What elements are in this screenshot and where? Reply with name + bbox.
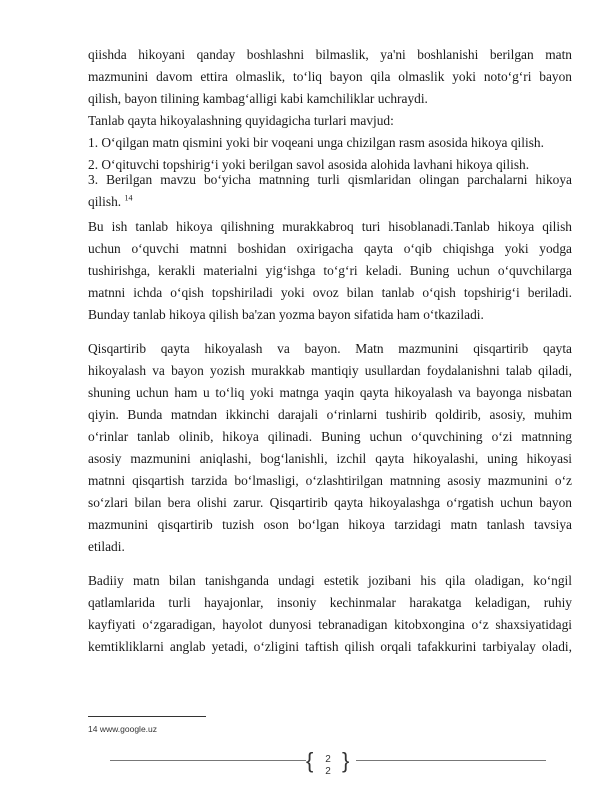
footnote [88, 724, 157, 734]
body-line: mazmunini davom ettira olmaslik, to‘liq bayon qila olmaslik yoki noto‘g‘ri bayon [88, 69, 572, 84]
right-brace-icon: } [342, 748, 350, 773]
body-line-text: qilish. [88, 194, 122, 209]
body-line: asosiy mazmunini aniqlashi, bog‘lanishli, izchil qayta hikoyalashi, uning hikoyasi [88, 451, 572, 466]
body-line: tushirishga, kerakli materialni yig‘ishga to‘g‘ri keladi. Buning uchun o‘quvchilarga [88, 263, 572, 278]
body-line: etiladi. [88, 539, 125, 554]
page-number-top: 2 [325, 754, 331, 765]
body-line: Qisqartirib qayta hikoyalash va bayon. Matn mazmunini qisqartirib qayta [88, 341, 572, 356]
body-line: matnni ichda o‘qish topshiriladi yoki ovoz bilan tanlab o‘qish topshirig‘i beriladi. [88, 285, 572, 300]
footnote-number: 14 [88, 724, 98, 734]
footnote-reference: 14 [124, 193, 133, 203]
body-line: Bu ish tanlab hikoya qilishning murakkabroq turi hisoblanadi.Tanlab hikoya qilish [88, 219, 572, 234]
list-item-3-continued [88, 194, 572, 210]
body-line: qiishda hikoyani qanday boshlashni bilmaslik, ya'ni boshlanishi berilgan matn [88, 47, 572, 62]
body-line: matnni qisqartish tarzida bo‘lmasligi, o‘zlashtirilgan matnning asosiy mazmunini o‘z [88, 473, 572, 488]
page-number-rule-right [356, 760, 546, 761]
body-line: qatlamlarida turli hayajonlar, insoniy kechinmalar harakatga keladigan, ruhiy [88, 595, 572, 610]
body-line: Badiiy matn bilan tanishganda undagi estetik jozibani his qila oladigan, ko‘ngil [88, 573, 572, 588]
page-number-bottom: 2 [325, 766, 331, 777]
body-line: kayfiyati o‘zgaradigan, hayolot dunyosi tebranadigan kitobxongina o‘z shaxsiyatidagi [88, 617, 572, 632]
body-line: o‘rinlar tanlab olinib, hikoya qilinadi. Buning uchun o‘quvchining o‘zi matnning [88, 429, 572, 444]
left-brace-icon: { [306, 748, 314, 773]
body-line: kemtikliklarni anglab yetadi, o‘zligini taftish qilish orqali tafakkurini tarbiyalay oladi, [88, 639, 572, 654]
list-item-1: 1. O‘qilgan matn qismini yoki bir voqeani unga chizilgan rasm asosida hikoya qilish. [88, 135, 544, 150]
list-item-3: 3. Berilgan mavzu bo‘yicha matnning turli qismlaridan olingan parchalarni hikoya [88, 172, 572, 187]
list-item-2: 2. O‘qituvchi topshirig‘i yoki berilgan savol asosida alohida lavhani hikoya qilish. [88, 157, 530, 172]
page-number-rule-left [110, 760, 306, 761]
body-line: shuning uchun ham u to‘liq yoki matnga yaqin qayta hikoyalash va bayonga nisbatan [88, 385, 572, 400]
body-line: Bunday tanlab hikoya qilish ba'zan yozma bayon sifatida ham o‘tkaziladi. [88, 307, 484, 322]
body-line: qiyin. Bunda matndan ikkinchi darajali o‘rinlarni tushirib qoldirib, asosiy, muhim [88, 407, 572, 422]
body-line: so‘zlari bilan bera olishi zarur. Qisqartirib qayta hikoyalashga o‘rgatish uchun bayon [88, 495, 572, 510]
body-line: uchun o‘quvchi matnni boshidan oxirigacha qayta o‘qib chiqishga yoki yodga [88, 241, 572, 256]
footnote-text: www.google.uz [99, 724, 158, 734]
body-line: qilish, bayon tilining kambag‘alligi kabi kamchiliklar uchraydi. [88, 91, 428, 106]
footnote-separator [88, 716, 206, 717]
body-line: hikoyalash va bayon yozish murakkab mantiqiy usullardan foydalanishni talab qiladi, [88, 363, 572, 378]
body-line: Tanlab qayta hikoyalashning quyidagicha turlari mavjud: [88, 113, 394, 128]
body-line: mazmunini qisqartirib tuzish oson bo‘lgan hikoya tarzidagi matn tanlash tavsiya [88, 517, 572, 532]
